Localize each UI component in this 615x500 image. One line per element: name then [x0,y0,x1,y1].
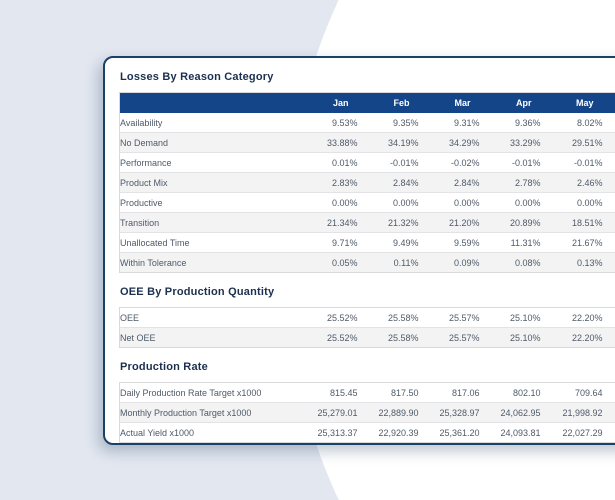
cell-filler [603,213,615,233]
cell-value: 18.51% [541,213,603,233]
row-label: Net OEE [120,328,297,348]
table-row [120,153,615,173]
cell-value: 25.58% [387,312,419,323]
cell-value: 9.71% [297,233,358,253]
cell-filler [603,113,615,133]
row-label: Performance [120,153,297,173]
cell-value: 25,361.20 [419,423,480,443]
cell-value: -0.01% [358,153,419,173]
cell-filler [603,383,615,403]
cell-value: -0.02% [419,153,480,173]
report-card [103,56,615,445]
row-label: Unallocated Time [120,233,297,253]
cell-filler [603,153,615,173]
cell-filler [603,173,615,193]
table-row [120,113,615,133]
row-label: Availability [120,117,163,128]
row-label: No Demand [120,133,297,153]
cell-filler [603,308,615,328]
row-label: Within Tolerance [120,253,297,273]
table-row [120,233,615,253]
column-header-may: May [541,93,603,114]
table-row [120,253,615,273]
cell-filler [603,423,615,443]
cell-filler [603,133,615,153]
column-header-mar: Mar [419,93,480,114]
cell-value: 9.35% [392,117,419,128]
table-row [120,213,615,233]
cell-value: 0.09% [419,253,480,273]
section-title-losses: Losses By Reason Category [120,71,274,83]
cell-value: 9.59% [419,233,480,253]
cell-filler [603,233,615,253]
cell-value: 817.06 [451,387,480,398]
cell-value: 21.67% [541,233,603,253]
cell-value: 22.20% [541,328,603,348]
production-rate-table [119,382,615,443]
cell-value: 25.52% [297,328,358,348]
table-row [120,423,615,443]
section-title-oee: OEE By Production Quantity [120,286,275,298]
cell-value: 0.00% [541,193,603,213]
cell-value: 2.84% [419,173,480,193]
cell-value: 21,998.92 [541,403,603,423]
table-row [120,328,615,348]
cell-filler [603,193,615,213]
cell-value: 25.58% [358,328,419,348]
cell-value: -0.01% [480,153,541,173]
cell-value: 0.00% [480,193,541,213]
column-header-apr: Apr [480,93,541,114]
row-label: Monthly Production Target x1000 [120,403,297,423]
cell-value: 2.46% [541,173,603,193]
cell-value: 20.89% [480,213,541,233]
cell-value: 33.29% [480,133,541,153]
cell-value: 9.49% [358,233,419,253]
cell-value: 25.10% [480,328,541,348]
cell-value: 22,027.29 [541,423,603,443]
column-header-jan: Jan [297,93,358,114]
row-label: Transition [120,213,297,233]
cell-value: 0.05% [297,253,358,273]
oee-table [119,307,615,348]
cell-value: 21.34% [297,213,358,233]
cell-value: 25.52% [326,312,358,323]
cell-value: 24,062.95 [480,403,541,423]
cell-value: 2.78% [480,173,541,193]
cell-value: 22,889.90 [358,403,419,423]
table-row [120,308,615,328]
row-label: Product Mix [120,173,297,193]
cell-filler [603,253,615,273]
cell-value: 25.10% [509,312,541,323]
cell-value: 802.10 [512,387,541,398]
cell-value: 21.20% [419,213,480,233]
cell-value: 2.84% [358,173,419,193]
cell-value: 21.32% [358,213,419,233]
row-label: Productive [120,193,297,213]
cell-value: 817.50 [390,387,419,398]
losses-table-header-row [120,93,615,114]
cell-value: -0.01% [541,153,603,173]
cell-filler [603,328,615,348]
table-row [120,193,615,213]
cell-value: 9.36% [514,117,541,128]
table-row [120,383,615,403]
cell-value: 25,313.37 [297,423,358,443]
cell-value: 9.31% [453,117,480,128]
section-title-production-rate: Production Rate [120,361,208,373]
cell-value: 33.88% [297,133,358,153]
cell-value: 2.83% [297,173,358,193]
table-row [120,403,615,423]
cell-value: 0.01% [297,153,358,173]
cell-value: 0.00% [297,193,358,213]
table-row [120,173,615,193]
losses-table [119,92,615,273]
cell-value: 25.57% [419,328,480,348]
cell-value: 0.13% [541,253,603,273]
cell-value: 34.19% [358,133,419,153]
cell-filler [603,403,615,423]
cell-value: 709.64 [574,387,603,398]
cell-value: 0.00% [419,193,480,213]
cell-value: 24,093.81 [480,423,541,443]
cell-value: 25.57% [448,312,480,323]
cell-value: 0.08% [480,253,541,273]
cell-value: 22,920.39 [358,423,419,443]
cell-value: 11.31% [480,233,541,253]
row-label: OEE [120,312,140,323]
cell-value: 34.29% [419,133,480,153]
cell-value: 9.53% [331,117,358,128]
cell-value: 25,279.01 [297,403,358,423]
cell-value: 25,328.97 [419,403,480,423]
column-header-blank [120,93,297,114]
row-label: Actual Yield x1000 [120,423,297,443]
cell-value: 815.45 [329,387,358,398]
cell-value: 0.00% [358,193,419,213]
row-label: Daily Production Rate Target x1000 [120,387,262,398]
cell-value: 22.20% [571,312,603,323]
column-header-filler [603,93,615,114]
cell-value: 29.51% [541,133,603,153]
table-row [120,133,615,153]
column-header-feb: Feb [358,93,419,114]
cell-value: 8.02% [576,117,603,128]
cell-value: 0.11% [358,253,419,273]
